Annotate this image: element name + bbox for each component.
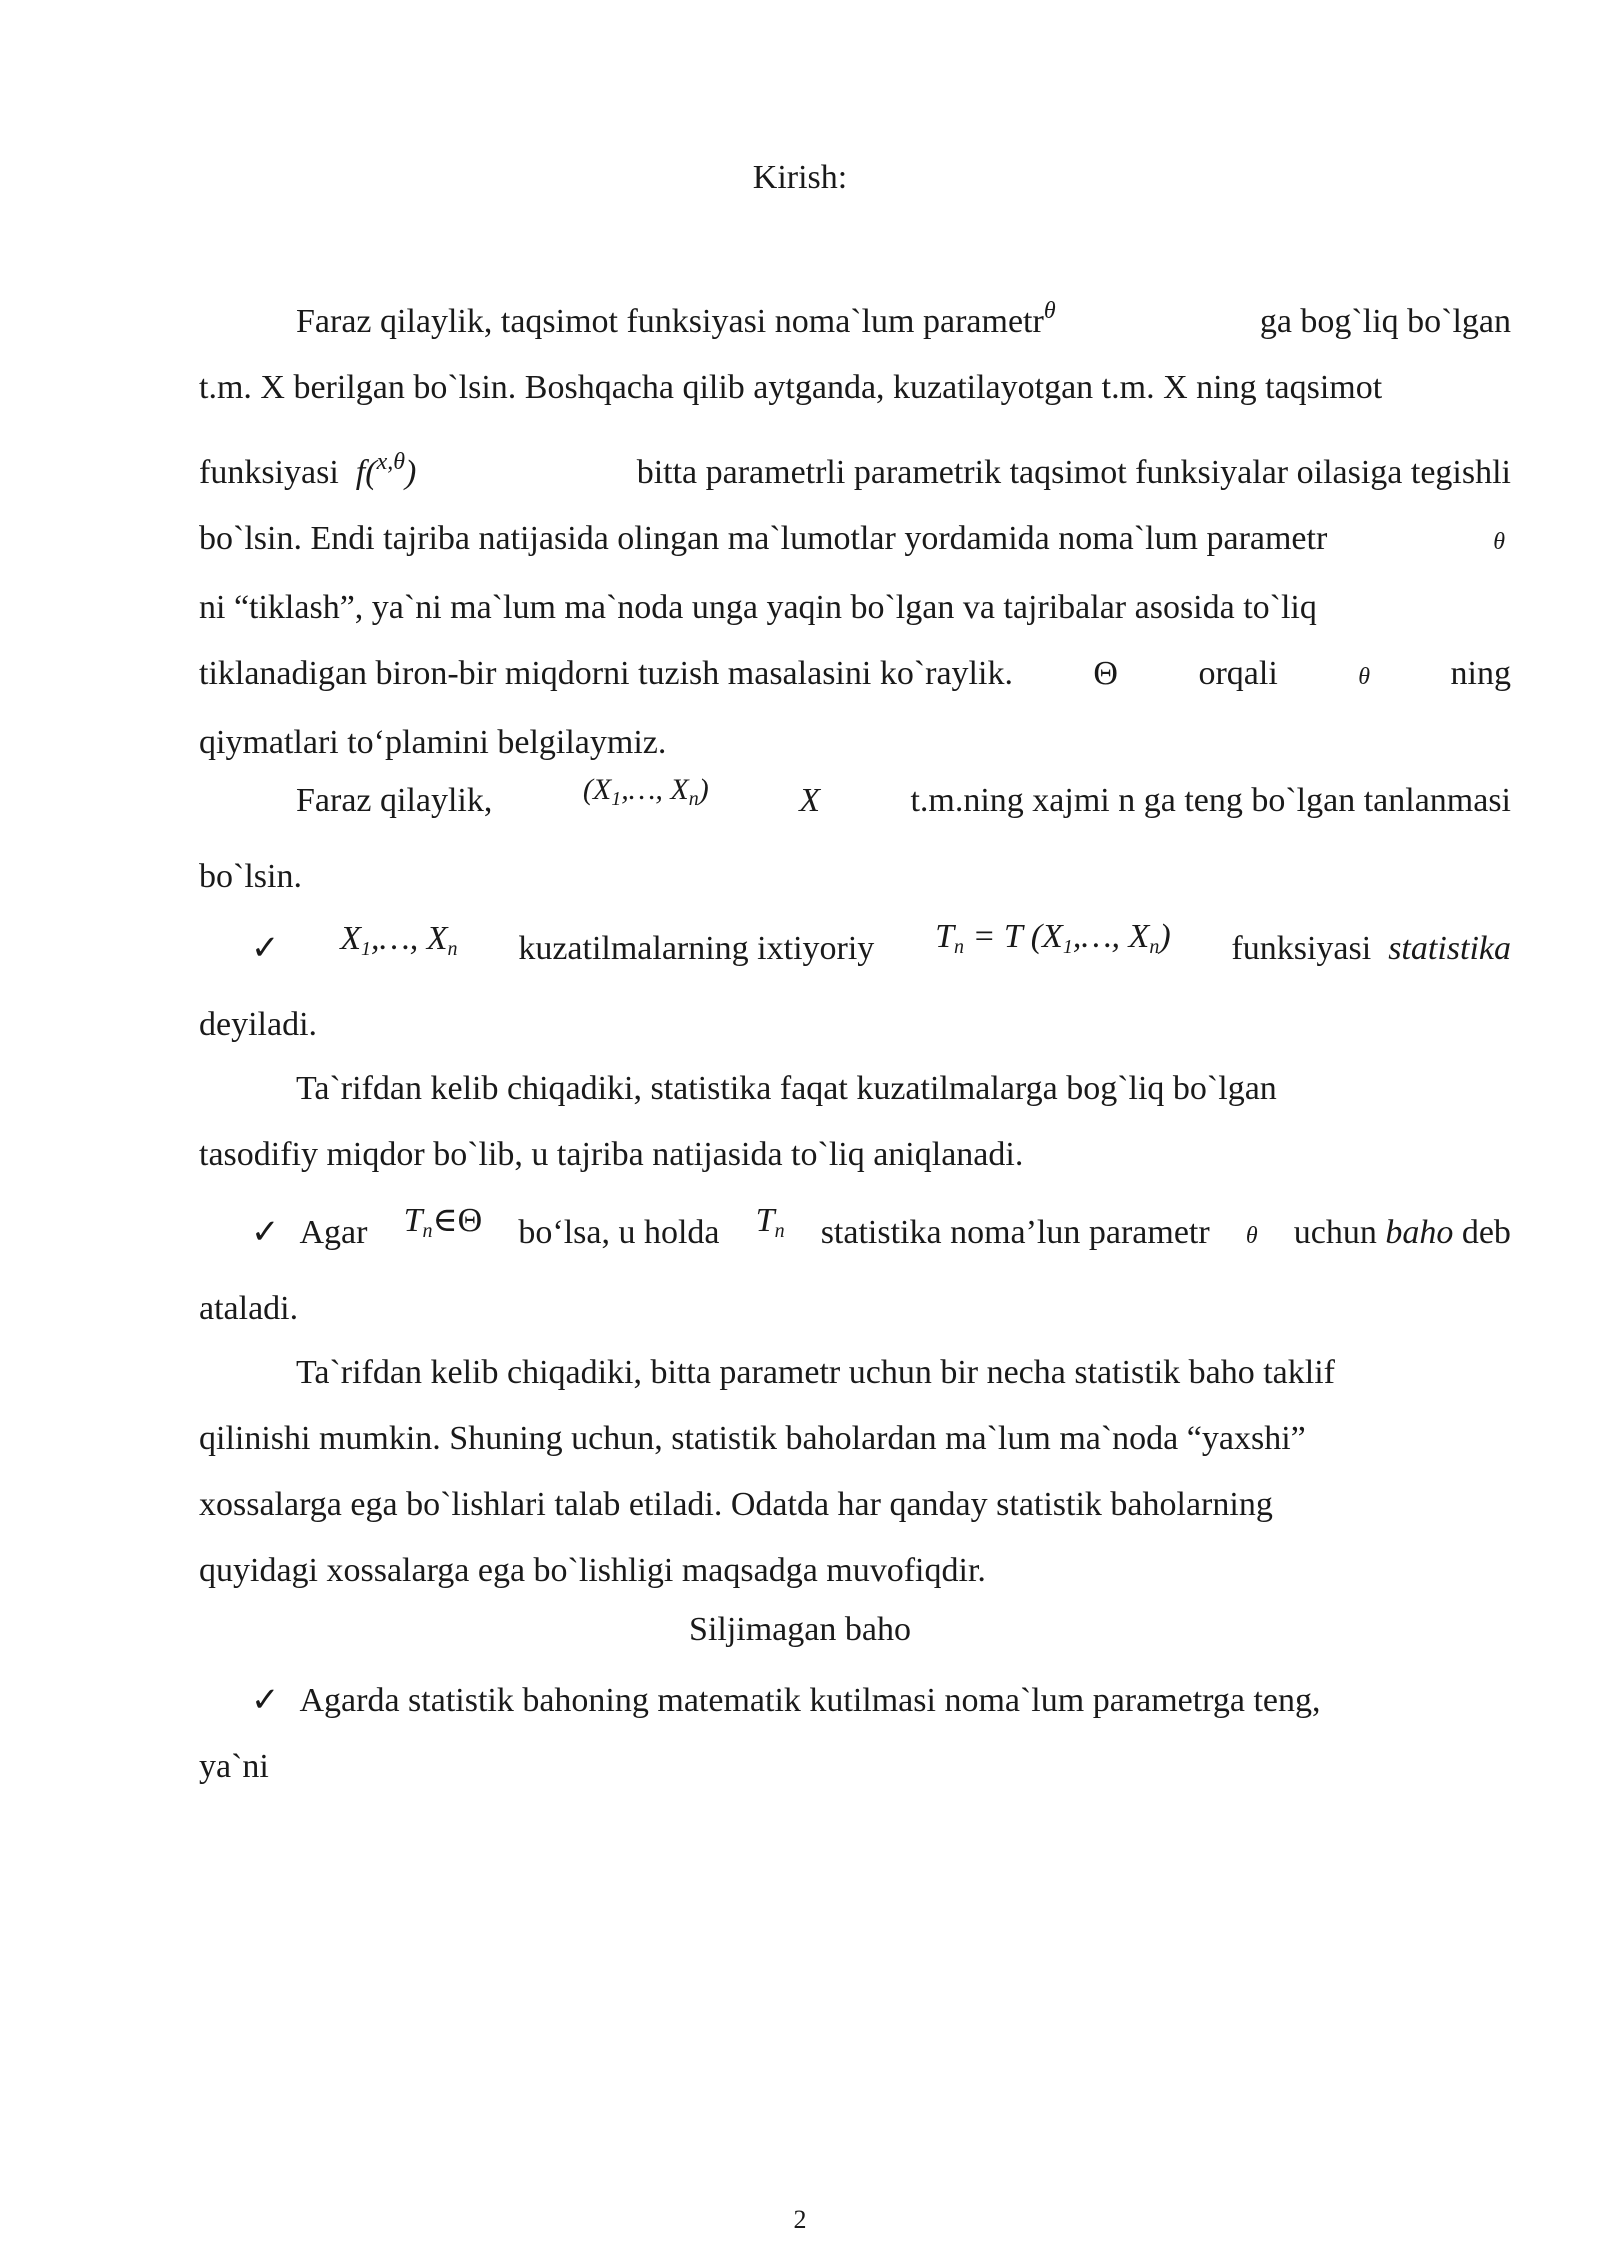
definition-statistic	[199, 916, 1511, 1058]
paragraph-consequence	[199, 1056, 1511, 1188]
properties-line-3	[199, 1472, 1511, 1538]
intro-line-7	[199, 710, 1511, 776]
capital-theta-symbol: Θ	[1093, 655, 1118, 692]
sample-text-2: bo`lsin.	[199, 858, 302, 895]
sample-text-a: Faraz qilaylik,	[296, 782, 493, 819]
def3-text-2: ya`ni	[199, 1748, 269, 1785]
intro-text-1a: Faraz qilaylik, taqsimot funksiyasi noma`lum parametr	[296, 303, 1044, 340]
intro-text-6a: tiklanadigan biron-bir miqdorni tuzish masalasini ko`raylik.	[199, 655, 1013, 692]
sample-text-c: t.m.ning xajmi n ga teng bo`lgan tanlanmasi	[910, 782, 1511, 819]
consequence-line-1	[199, 1056, 1511, 1122]
def1-text-a: kuzatilmalarning ixtiyoriy	[518, 930, 875, 967]
statistic-formula: Tn = T ($X_1,\dots$, Xn)	[935, 918, 1171, 958]
estimator-symbol: Tn	[755, 1202, 785, 1242]
def2-text-2: ataladi.	[199, 1290, 299, 1327]
paragraph-sample	[199, 768, 1511, 910]
sample-notation: ($X_1,\dots$, $X_n$)	[582, 773, 709, 810]
theta-symbol: θ	[393, 449, 406, 475]
properties-line-4	[199, 1538, 1511, 1604]
def3-line-1	[199, 1668, 1511, 1734]
properties-line-1	[199, 1340, 1511, 1406]
theta-symbol: θ	[1493, 529, 1505, 555]
def1-line-1	[199, 916, 1511, 992]
paragraph-properties	[199, 1340, 1511, 1604]
intro-text-1b: ga bog`liq bo`lgan	[1259, 303, 1511, 340]
intro-text-3b: bitta parametrli parametrik taqsimot funksiyalar oilasiga tegishli	[636, 454, 1511, 491]
sample-line-1	[199, 768, 1511, 844]
properties-text-3: xossalarga ega bo`lishlari talab etiladi. Odatda har qanday statistik baholarning	[199, 1486, 1273, 1523]
function-args: x,	[376, 449, 394, 475]
sample-line-2	[199, 844, 1511, 910]
def1-line-2	[199, 992, 1511, 1058]
intro-text-3a: funksiyasi	[199, 454, 339, 491]
def3-text-1: Agarda statistik bahoning matematik kutilmasi noma`lum parametrga teng,	[299, 1682, 1321, 1719]
def2-text-a: Agar	[299, 1214, 368, 1251]
theta-symbol: θ	[1043, 298, 1056, 324]
properties-text-4: quyidagi xossalarga ega bo`lishligi maqsadga muvofiqdir.	[199, 1552, 986, 1589]
consequence-text-1: Ta`rifdan kelib chiqadiki, statistika faqat kuzatilmalarga bog`liq bo`lgan	[296, 1070, 1277, 1107]
function-close: )	[405, 454, 417, 491]
intro-text-5: ni “tiklash”, ya`ni ma`lum ma`noda unga yaqin bo`lgan va tajribalar asosida to`liq	[199, 589, 1317, 626]
def2-text-c: statistika noma’lun parametr	[820, 1214, 1210, 1251]
paragraph-intro	[199, 278, 1511, 776]
function-f: f(	[355, 454, 377, 491]
intro-line-1	[199, 278, 1511, 355]
theta-symbol: θ	[1358, 664, 1371, 690]
properties-text-2: qilinishi mumkin. Shuning uchun, statistik baholardan ma`lum ma`noda “yaxshi”	[199, 1420, 1306, 1457]
estimator-membership: Tn∈Θ	[403, 1202, 483, 1242]
observations-notation: $X_1,\dots$, Xn	[340, 920, 458, 960]
variable-x: X	[799, 782, 820, 819]
consequence-line-2	[199, 1122, 1511, 1188]
intro-text-4a: bo`lsin. Endi tajriba natijasida olingan ma`lumotlar yordamida noma`lum parametr	[199, 520, 1328, 557]
definition-estimator	[199, 1200, 1511, 1342]
subsection-heading: Siljimagan baho	[689, 1611, 911, 1648]
intro-text-2: t.m. X berilgan bo`lsin. Boshqacha qilib aytganda, kuzatilayotgan t.m. X ning taqsimot	[199, 369, 1383, 406]
theta-symbol: θ	[1245, 1223, 1258, 1249]
intro-text-6b: orqali	[1198, 655, 1278, 692]
consequence-text-2: tasodifiy miqdor bo`lib, u tajriba natijasida to`liq aniqlanadi.	[199, 1136, 1024, 1173]
page-number: 2	[793, 2205, 807, 2234]
definition-unbiased	[199, 1668, 1511, 1800]
intro-text-7: qiymatlari to‘plamini belgilaymiz.	[199, 724, 667, 761]
checkmark-icon: ✓	[251, 930, 280, 967]
def2-line-1	[199, 1200, 1511, 1276]
def2-text-b: bo‘lsa, u holda	[518, 1214, 720, 1251]
term-statistika: statistika	[1388, 930, 1511, 967]
intro-line-2	[199, 355, 1511, 421]
term-baho: baho	[1385, 1214, 1454, 1251]
intro-line-3	[199, 429, 1511, 506]
def3-line-2	[199, 1734, 1511, 1800]
section-heading: Kirish:	[752, 159, 848, 196]
def2-line-2	[199, 1276, 1511, 1342]
def1-text-2: deyiladi.	[199, 1006, 318, 1043]
intro-line-6	[199, 641, 1511, 710]
properties-text-1: Ta`rifdan kelib chiqadiki, bitta parametr uchun bir necha statistik baho taklif	[296, 1354, 1335, 1391]
intro-line-5	[199, 575, 1511, 641]
properties-line-2	[199, 1406, 1511, 1472]
def2-text-d: uchun	[1293, 1214, 1377, 1251]
checkmark-icon: ✓	[251, 1214, 280, 1251]
def2-text-f: deb	[1461, 1214, 1511, 1251]
intro-text-6c: ning	[1450, 655, 1511, 692]
intro-line-4	[199, 506, 1511, 575]
checkmark-icon: ✓	[251, 1682, 280, 1719]
def1-text-b: funksiyasi	[1231, 930, 1372, 967]
